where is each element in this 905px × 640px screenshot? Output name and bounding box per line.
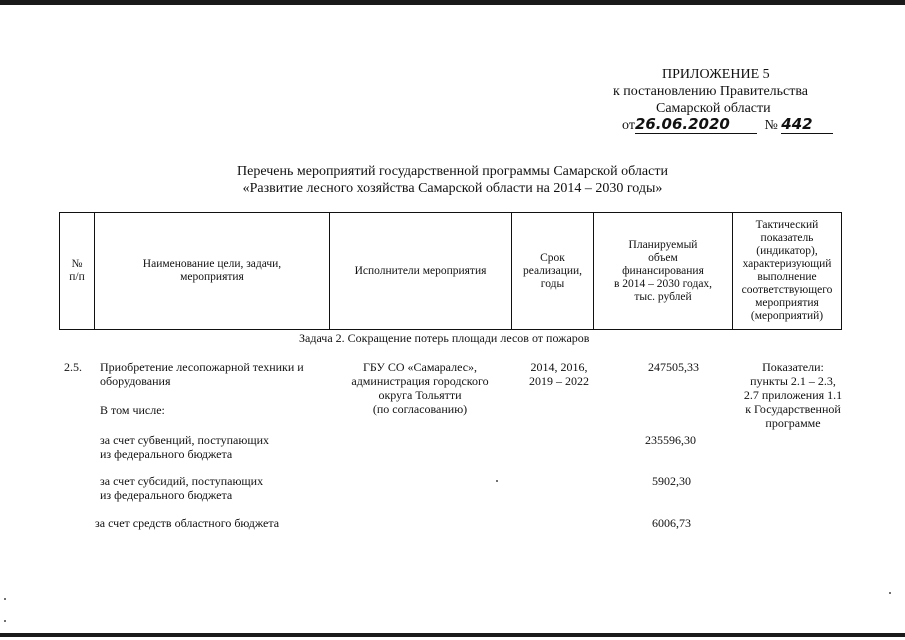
scan-speck <box>4 598 6 600</box>
header-num: № п/п <box>60 213 95 330</box>
header-table <box>59 212 842 330</box>
appendix-line3: Самарской области <box>656 101 771 116</box>
appendix-title: ПРИЛОЖЕНИЕ 5 <box>662 67 770 82</box>
doc-title-line2: «Развитие лесного хозяйства Самарской области на 2014 – 2030 годы» <box>242 181 663 196</box>
row-including: В том числе: <box>100 403 165 417</box>
row-indicator: Показатели: пункты 2.1 – 2.3, 2.7 приложения 1.1 к Государственной программе <box>743 360 843 430</box>
subrow-value: 5902,30 <box>652 474 691 488</box>
number-prefix: № <box>764 118 778 133</box>
row-name: Приобретение лесопожарной техники и оборудования <box>100 360 304 388</box>
header-indicator: Тактический показатель (индикатор), характеризующий выполнение соответствующего мероприятия (мероприятий) <box>733 213 842 330</box>
appendix-line2: к постановлению Правительства <box>613 84 809 99</box>
appendix-date-line <box>622 116 833 134</box>
subrow-label: за счет субвенций, поступающих из федерального бюджета <box>100 433 269 461</box>
subrow-value: 6006,73 <box>652 516 691 530</box>
header-name: Наименование цели, задачи, мероприятия <box>95 213 330 330</box>
subrow-label: за счет субсидий, поступающих из федерального бюджета <box>100 474 264 502</box>
task-heading: Задача 2. Сокращение потерь площади лесов от пожаров <box>299 331 590 345</box>
subrow-value: 235596,30 <box>645 433 696 447</box>
top-border <box>0 0 905 5</box>
date-prefix: от <box>622 118 635 133</box>
subrow-label: за счет средств областного бюджета <box>95 516 280 530</box>
row-funding: 247505,33 <box>648 360 699 374</box>
row-term: 2014, 2016, 2019 – 2022 <box>529 360 589 388</box>
header-funding: Планируемый объем финансирования в 2014 – 2030 годах, тыс. рублей <box>594 213 733 330</box>
date-value: 26.06.2020 <box>635 116 757 134</box>
scan-speck <box>4 620 6 622</box>
row-num: 2.5. <box>64 360 82 374</box>
bottom-border <box>0 633 905 637</box>
number-value: 442 <box>781 116 833 134</box>
scan-speck <box>889 592 891 594</box>
doc-title-line1: Перечень мероприятий государственной программы Самарской области <box>237 164 668 179</box>
row-executors: ГБУ СО «Самаралес», администрация городского округа Тольятти (по согласованию) <box>351 360 489 416</box>
scan-speck <box>496 480 498 482</box>
header-executors: Исполнители мероприятия <box>330 213 512 330</box>
header-term: Срок реализации, годы <box>512 213 594 330</box>
